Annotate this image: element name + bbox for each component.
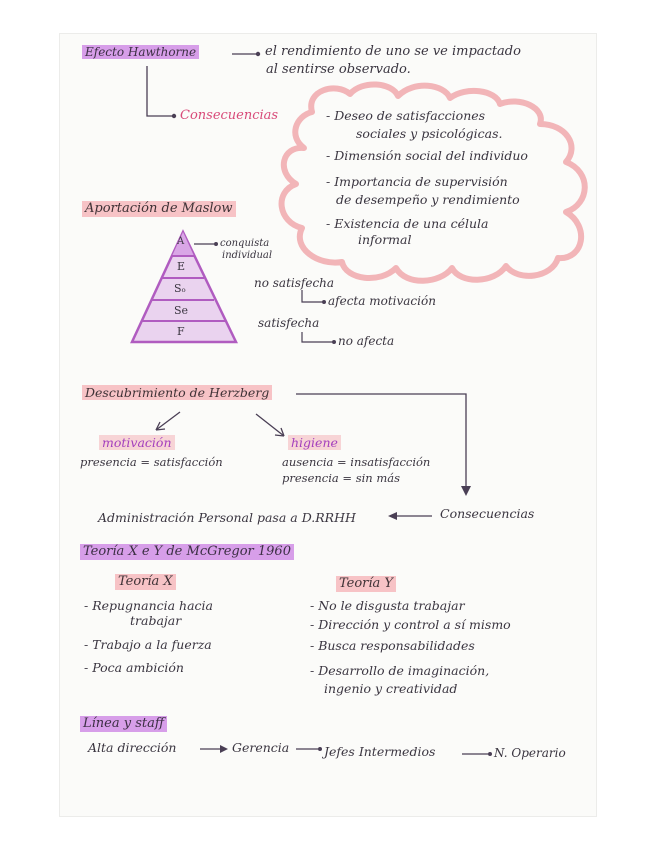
- hawthorne-definition-line2: al sentirse observado.: [266, 62, 411, 77]
- theory-y-item: - No le disgusta trabajar: [310, 598, 465, 613]
- hawthorne-arrow-head: [256, 52, 260, 56]
- hygiene-definition-2: presencia = sin más: [282, 471, 401, 485]
- motivation-definition: presencia = satisfacción: [80, 455, 223, 469]
- admin-statement: Administración Personal pasa a D.RRHH: [98, 510, 356, 525]
- consequence-item: - Deseo de satisfacciones: [326, 108, 486, 123]
- not-satisfied-label: no satisfecha: [254, 276, 335, 290]
- consequence-item: de desempeño y rendimiento: [336, 192, 520, 207]
- satisfied-effect: no afecta: [338, 334, 395, 348]
- mcgregor-title: Teoría X e Y de McGregor 1960: [80, 544, 294, 560]
- chain-step: Jefes Intermedios: [324, 744, 436, 759]
- consequences-label: Consecuencias: [180, 108, 279, 123]
- theory-x-item: trabajar: [130, 613, 182, 628]
- chain-step: Gerencia: [232, 740, 290, 755]
- chain-step: Alta dirección: [88, 740, 177, 755]
- consequence-item: - Existencia de una célula: [326, 216, 489, 231]
- motivation-label: motivación: [99, 435, 175, 450]
- not-satisfied-effect: afecta motivación: [328, 294, 436, 308]
- consequence-item: - Dimensión social del individuo: [326, 148, 528, 163]
- motivation-arrow: [156, 412, 180, 430]
- hygiene-label: higiene: [288, 435, 341, 450]
- pyramid-level-se: Se: [174, 304, 189, 317]
- theory-y-item: - Dirección y control a sí mismo: [310, 617, 511, 632]
- pyramid-level-e: E: [177, 260, 186, 273]
- achievement-label: individual: [222, 250, 273, 261]
- hygiene-arrow: [256, 414, 284, 436]
- theory-y-item: - Desarrollo de imaginación,: [310, 663, 490, 678]
- hawthorne-definition-line1: el rendimiento de uno se ve impactado: [265, 44, 521, 59]
- consequences-connector-head: [172, 114, 176, 118]
- herzberg-consequences: Consecuencias: [440, 506, 535, 521]
- theory-x-item: - Trabajo a la fuerza: [84, 637, 212, 652]
- theory-x-item: - Poca ambición: [84, 660, 184, 675]
- hygiene-definition-1: ausencia = insatisfacción: [282, 455, 431, 469]
- maslow-title: Aportación de Maslow: [82, 201, 236, 217]
- theory-y-item: ingenio y creatividad: [324, 681, 458, 696]
- no-effect-connector: [302, 332, 332, 342]
- pyramid-level-f: F: [177, 325, 185, 338]
- staff-title: Línea y staff: [80, 716, 167, 732]
- theory-y-title: Teoría Y: [336, 576, 396, 592]
- theory-y-item: - Busca responsabilidades: [310, 638, 475, 653]
- satisfied-label: satisfecha: [258, 316, 320, 330]
- consequences-connector: [147, 66, 172, 116]
- consequence-item: sociales y psicológicas.: [356, 126, 503, 141]
- herzberg-title: Descubrimiento de Herzberg: [82, 385, 272, 400]
- consequence-item: informal: [358, 232, 412, 247]
- conquista-arrow-head: [214, 242, 218, 246]
- achievement-label: conquista: [220, 238, 270, 249]
- theory-x-title: Teoría X: [115, 574, 176, 590]
- chain-step: N. Operario: [494, 746, 566, 760]
- theory-x-item: - Repugnancia hacia: [84, 598, 213, 613]
- pyramid-level-so: Sₒ: [174, 282, 186, 295]
- pyramid-level-a: A: [177, 236, 185, 247]
- consequence-item: - Importancia de supervisión: [326, 174, 508, 189]
- hawthorne-title: Efecto Hawthorne: [82, 45, 199, 59]
- motivation-effect-connector: [302, 290, 322, 302]
